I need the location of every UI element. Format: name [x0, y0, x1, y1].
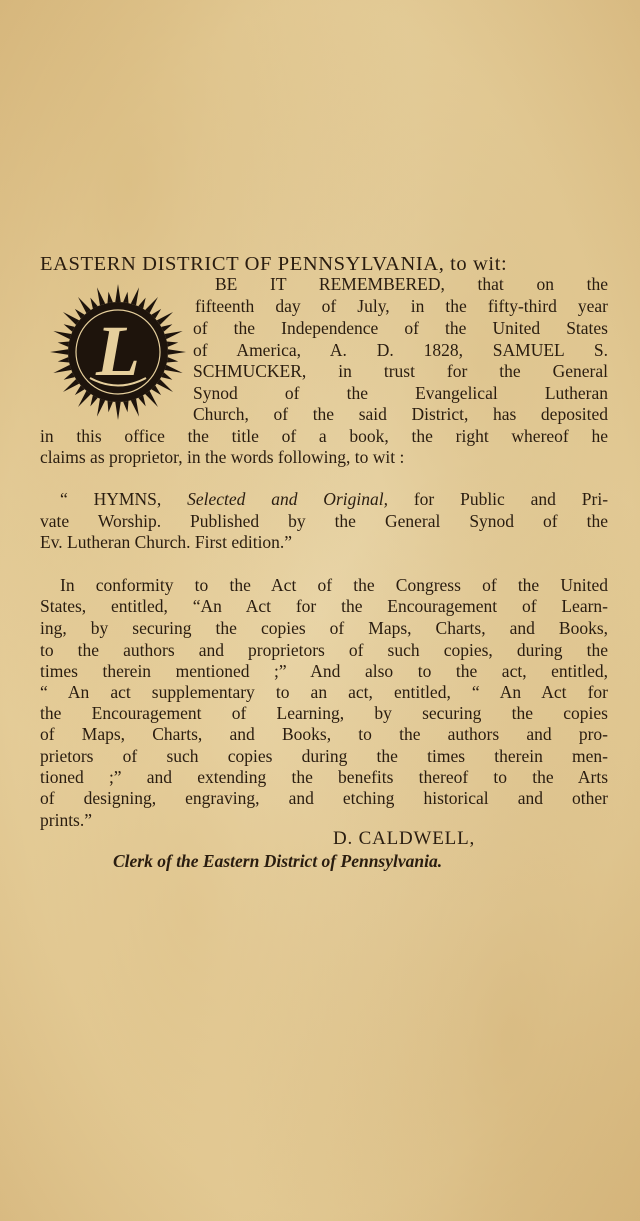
- seal-ray: [97, 399, 105, 417]
- seal-ray: [157, 312, 173, 325]
- seal-line: SCHMUCKER, in trust for the General: [193, 361, 608, 381]
- seal-line: fifteenth day of July, in the fifty-third year: [195, 296, 608, 316]
- seal-ray: [58, 341, 69, 346]
- seal-ray: [165, 331, 183, 339]
- seal-line: BE IT REMEMBERED, that on the: [215, 274, 608, 294]
- seal-ray: [168, 349, 186, 354]
- conformity-line: times therein mentioned ;” And also to the act, entitled,: [40, 661, 608, 681]
- seal-line: of America, A. D. 1828, SAMUEL S.: [193, 340, 608, 360]
- title-rest: for Public and Pri-: [413, 489, 609, 509]
- seal-ray: [78, 391, 91, 407]
- body-line: in this office the title of a book, the right whereof he: [40, 426, 608, 446]
- title-line: vate Worship. Published by the General Synod of the: [40, 511, 608, 531]
- conformity-line: of Maps, Charts, and Books, to the authors and pro-: [40, 724, 608, 744]
- conformity-line: prints.”: [40, 810, 93, 830]
- seal-ray: [107, 401, 112, 412]
- seal-ray: [157, 379, 173, 392]
- conformity-line: “ An act supplementary to an act, entitled, “ An Act for: [40, 682, 608, 702]
- district-heading: EASTERN DISTRICT OF PENNSYLVANIA, to wit:: [40, 253, 508, 275]
- seal-ray: [131, 399, 139, 417]
- seal-ray: [115, 402, 120, 420]
- seal-ray: [123, 401, 128, 412]
- seal-ray: [131, 287, 139, 305]
- title-line: [60, 489, 608, 510]
- seal-ray: [50, 349, 68, 354]
- conformity-line: In conformity to the Act of the Congress of the United: [60, 575, 608, 595]
- title-line: Ev. Lutheran Church. First edition.”: [40, 532, 293, 552]
- title-italic: Selected and Original,: [187, 489, 388, 509]
- seal-ray: [58, 357, 69, 362]
- seal-ray: [53, 331, 71, 339]
- seal-ray: [63, 379, 79, 392]
- seal-line: Synod of the Evangelical Lutheran: [193, 383, 608, 403]
- seal-monogram: L: [96, 311, 140, 391]
- conformity-line: to the authors and proprietors of such copies, during the: [40, 640, 608, 660]
- conformity-line: ing, by securing the copies of Maps, Charts, and Books,: [40, 618, 608, 638]
- seal-ray: [123, 292, 128, 303]
- signature-name: D. CALDWELL,: [333, 828, 476, 849]
- title-hymns: “ HYMNS,: [60, 489, 162, 509]
- seal-ray: [78, 297, 91, 313]
- seal-ray: [167, 341, 178, 346]
- conformity-line: prietors of such copies during the times therein men-: [40, 746, 608, 766]
- seal-ray: [145, 391, 158, 407]
- conformity-line: tioned ;” and extending the benefits thereof to the Arts: [40, 767, 608, 787]
- seal-ray: [63, 312, 79, 325]
- conformity-line: of designing, engraving, and etching historical and other: [40, 788, 608, 808]
- seal-ray: [97, 287, 105, 305]
- seal-emblem-icon: [40, 283, 190, 421]
- conformity-line: the Encouragement of Learning, by securing the copies: [40, 703, 608, 723]
- seal-ray: [107, 292, 112, 303]
- seal-ray: [145, 297, 158, 313]
- seal-line: of the Independence of the United States: [193, 318, 608, 338]
- body-line: claims as proprietor, in the words following, to wit :: [40, 447, 405, 467]
- seal-line: Church, of the said District, has deposited: [193, 404, 608, 424]
- seal-ray: [167, 357, 178, 362]
- seal-ray: [165, 365, 183, 373]
- seal-ray: [53, 365, 71, 373]
- seal-ray: [115, 284, 120, 302]
- conformity-line: States, entitled, “An Act for the Encouragement of Learn-: [40, 596, 608, 616]
- signature-title: Clerk of the Eastern District of Pennsylvania.: [113, 851, 443, 871]
